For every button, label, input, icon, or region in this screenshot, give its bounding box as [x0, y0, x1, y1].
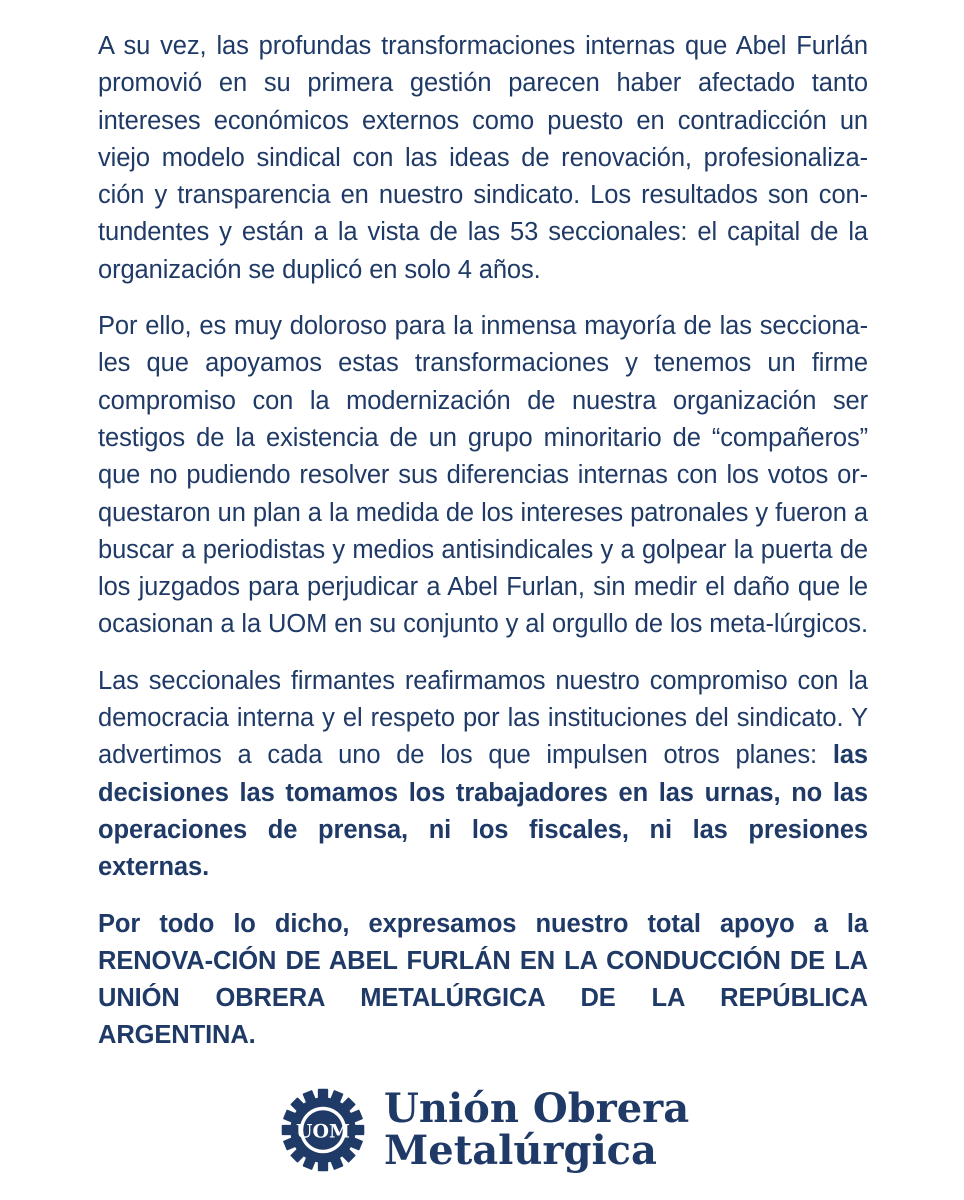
- paragraph-2: Por ello, es muy doloroso para la inmensa mayoría de las secciona-les que apoyamos estas transformaciones y tenemos un firme compromiso con la modernización de nuestra organización ser testigos de la existencia de un grupo minoritario de “compañeros” que no pudiendo resolver sus diferencias internas con los votos or-questaron un plan a la medida de los intereses patronales y fueron a buscar a periodistas y medios antisindicales y a golpear la puerta de los juzgados para perjudicar a Abel Furlan, sin medir el daño que le ocasionan a la UOM en su conjunto y al orgullo de los meta-lúrgicos.: [98, 312, 868, 639]
- statement-body: [98, 28, 868, 1074]
- emblem-text: UOM: [296, 1120, 350, 1143]
- paragraph-3: [98, 663, 868, 887]
- paragraph-3-normal: Las seccionales firmantes reafirmamos nuestro compromiso con la democracia interna y el respeto por las instituciones del sindicato. Y advertimos a cada uno de los que impulsen otros planes:: [98, 666, 868, 770]
- uom-logo: [280, 1080, 700, 1180]
- brand-name: [384, 1085, 690, 1174]
- paragraph-1: A su vez, las profundas transformaciones internas que Abel Furlán promovió en su primera gestión parecen haber afectado tanto intereses económicos externos como puesto en contradicción un viejo modelo sindical con las ideas de renovación, profesionaliza-ción y transparencia en nuestro sindicato. Los resultados son con-tundentes y están a la vista de las 53 seccionales: el capital de la organización se duplicó en solo 4 años.: [98, 32, 868, 284]
- paragraph-3-bold: las decisiones las tomamos los trabajadores en las urnas, no las operaciones de prensa, ni los fiscales, ni las presiones externas.: [98, 741, 868, 882]
- brand-line-1: Unión Obrera: [384, 1085, 690, 1132]
- gear-emblem-icon: [280, 1087, 366, 1173]
- paragraph-4: Por todo lo dicho, expresamos nuestro total apoyo a la RENOVA-CIÓN DE ABEL FURLÁN EN LA CONDUCCIÓN DE LA UNIÓN OBRERA METALÚRGICA DE LA REPÚBLICA ARGENTINA.: [98, 909, 868, 1050]
- brand-line-2: Metalúrgica: [384, 1127, 657, 1174]
